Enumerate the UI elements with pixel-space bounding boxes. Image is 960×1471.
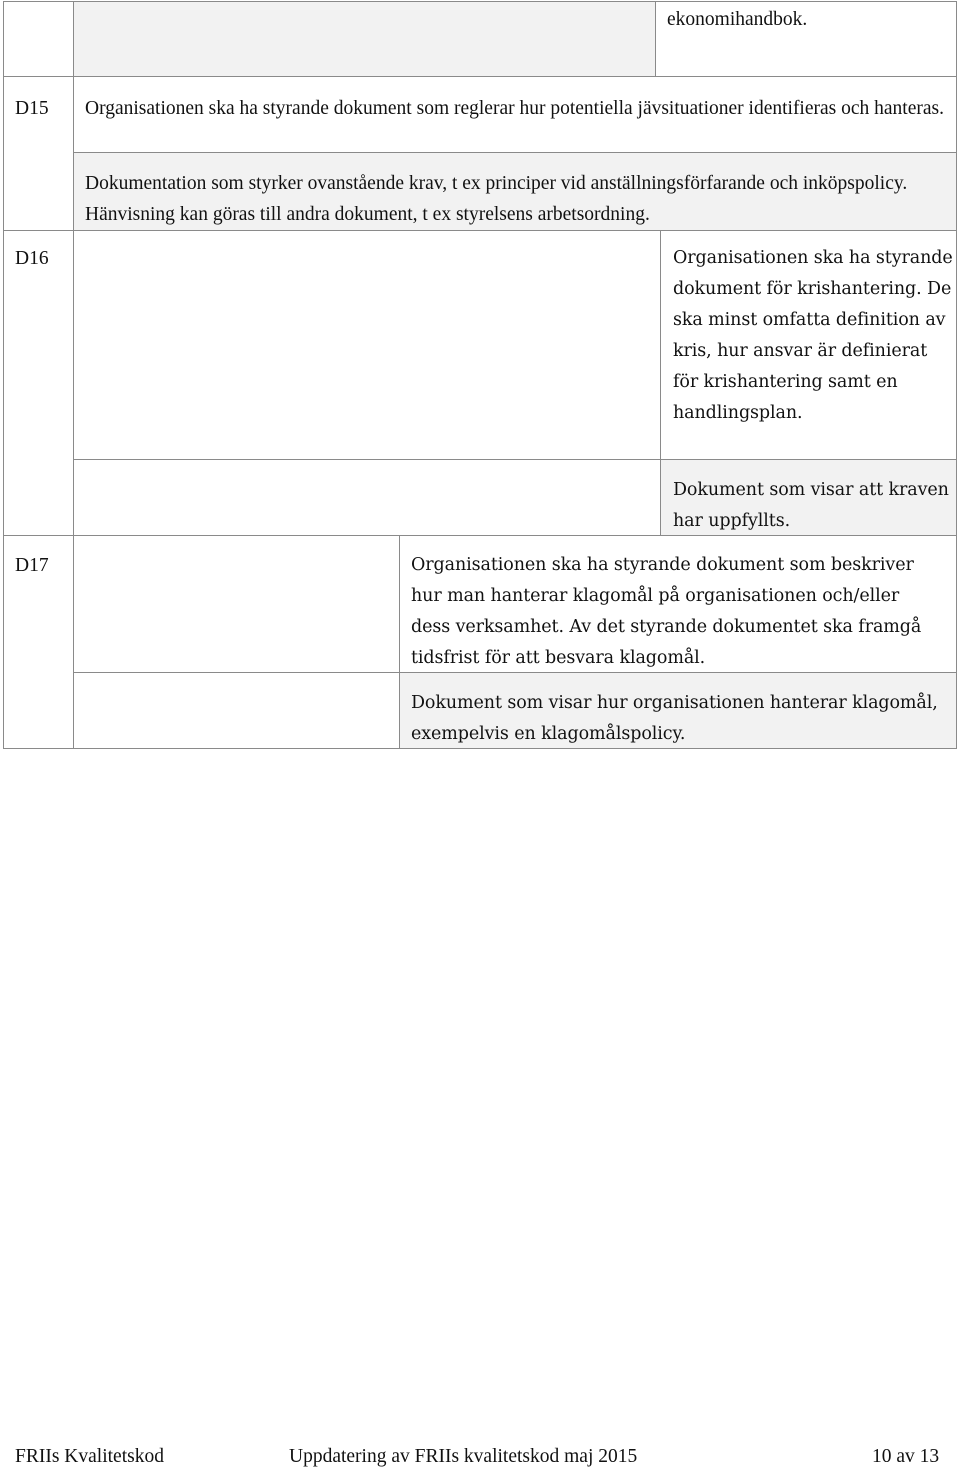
d15-requirement: Organisationen ska ha styrande dokument som reglerar hur potentiella jävsituationer identifieras och hanteras. — [85, 98, 944, 119]
d17-code: D17 — [15, 555, 49, 576]
d17-evidence: Dokument som visar hur organisationen hanterar klagomål, exempelvis en klagomålspolicy. — [411, 693, 938, 744]
d15-evidence: Dokumentation som styrker ovanstående krav, t ex principer vid anställningsförfarande och inköpspolicy. Hänvisning kan göras till andra dokument, t ex styrelsens arbetsordning. — [85, 173, 908, 225]
footer-center: Uppdatering av FRIIs kvalitetskod maj 2015 — [289, 1446, 638, 1467]
footer-left: FRIIs Kvalitetskod — [15, 1446, 164, 1467]
top-row-evidence: ekonomihandbok. — [667, 9, 808, 30]
footer-page-number: 10 av 13 — [872, 1446, 940, 1467]
d16-evidence: Dokument som visar att kraven har uppfyllts. — [673, 480, 949, 531]
d17-requirement: Organisationen ska ha styrande dokument som beskriver hur man hanterar klagomål på organisationen och/eller dess verksamhet. Av det styrande dokumentet ska framgå tidsfrist för att besvara klagomål. — [411, 555, 922, 668]
d16-requirement: Organisationen ska ha styrande dokument för krishantering. De ska minst omfatta definition av kris, hur ansvar är definierat för krishantering samt en handlingsplan. — [673, 248, 953, 423]
top-mid-shade — [74, 2, 655, 76]
d16-code: D16 — [15, 248, 49, 269]
d15-code: D15 — [15, 98, 49, 119]
